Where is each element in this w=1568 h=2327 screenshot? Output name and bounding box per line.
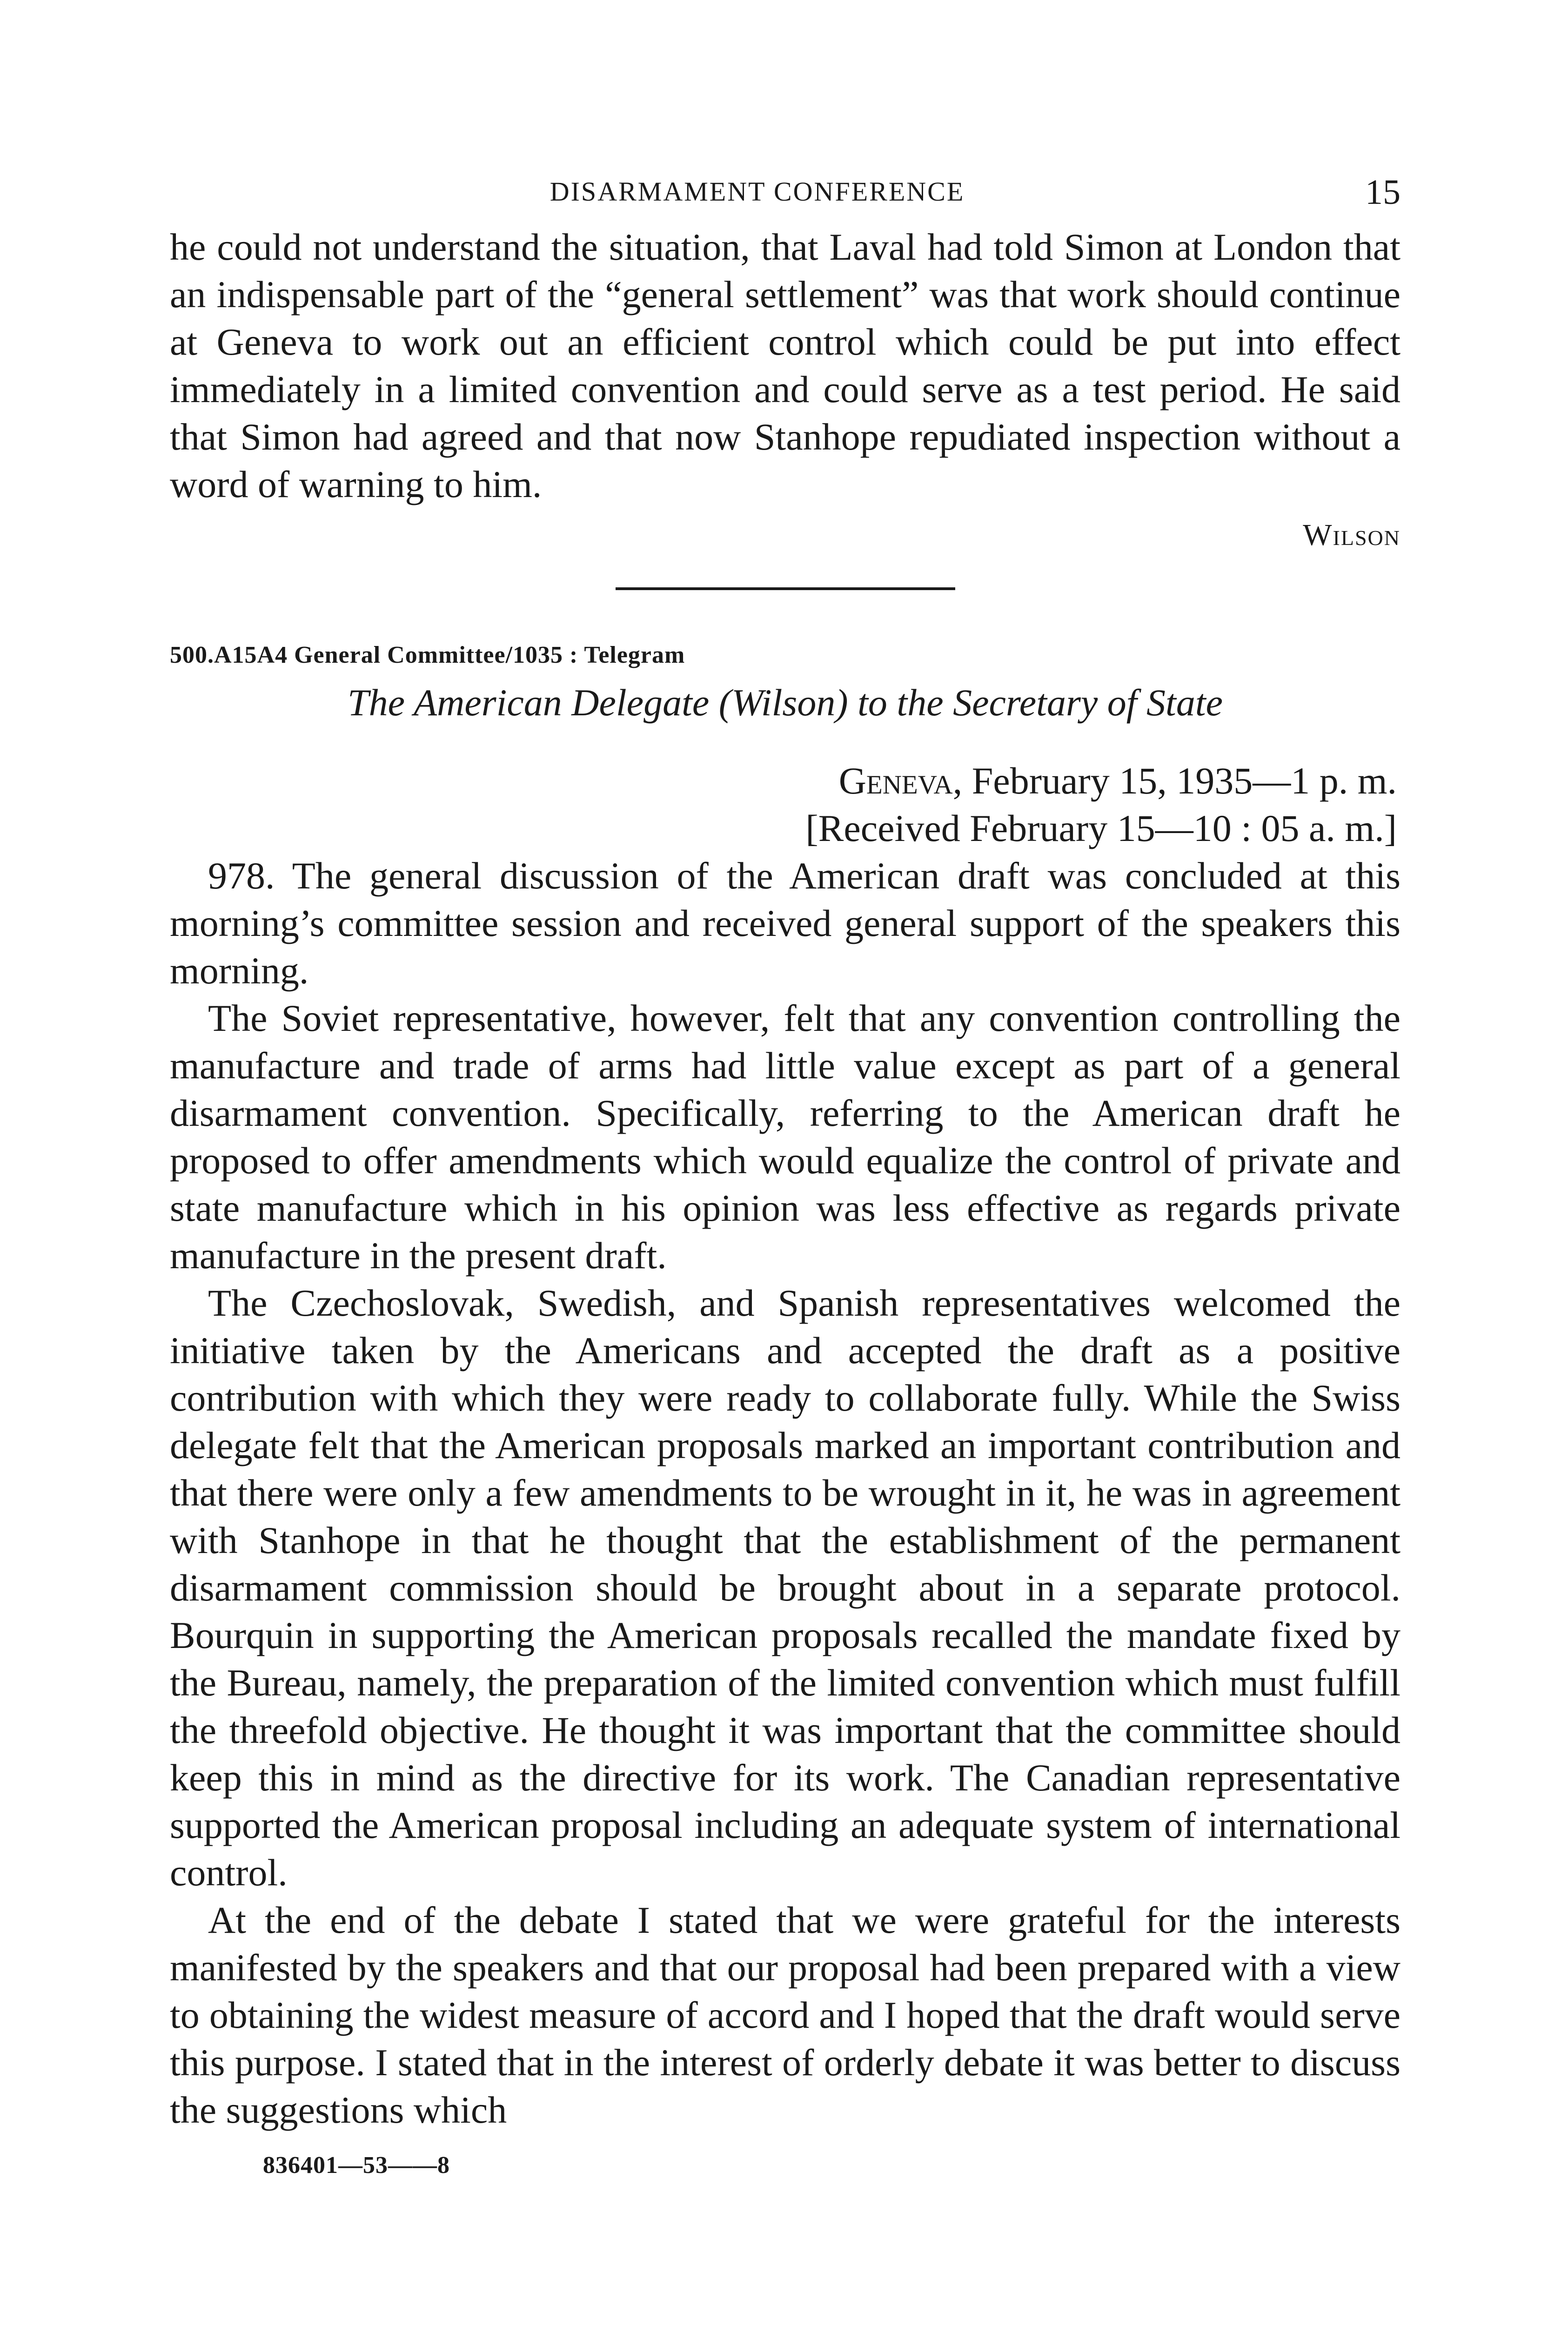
section-divider	[616, 587, 955, 590]
body-paragraph: 978. The general discussion of the American draft was concluded at this morning’s committee session and received general support of the speakers this morning.	[170, 854, 1400, 992]
body-paragraph: The Czechoslovak, Swedish, and Spanish representatives welcomed the initiative taken by the Americans and accepted the draft as a positive contribution with which they were ready to collaborate fully. While the Swiss delegate felt that the American proposals marked an important contribution and that there were only a few amendments to be wrought in it, he was in agreement with Stanhope in that he thought that the establishment of the permanent disarmament commission should be brought about in a separate protocol. Bourquin in supporting the American proposals recalled the mandate fixed by the Bureau, namely, the preparation of the limited convention which must fulfill the threefold objective. He thought it was important that the committee should keep this in mind as the directive for its work. The Canadian representative supported the American proposal including an adequate system of international control.	[170, 1282, 1400, 1894]
page-body	[170, 172, 1400, 2179]
page-number: 15	[1365, 173, 1400, 212]
dateline-date: , February 15, 1935—1 p. m.	[952, 760, 1397, 802]
received-line: [Received February 15—10 : 05 a. m.]	[805, 807, 1397, 849]
body-paragraph: The Soviet representative, however, felt that any convention controlling the manufacture and trade of arms had little value except as part of a general disarmament convention. Specifically, referring to the American draft he proposed to offer amendments which would equalize the control of private and state manufacture which in his opinion was less effective as regards private manufacture in the present draft.	[170, 997, 1400, 1277]
signature: Wilson	[1303, 518, 1400, 552]
print-code: 836401—53——8	[263, 2152, 450, 2179]
body-paragraph: At the end of the debate I stated that we were grateful for the interests manifested by the speakers and that our proposal had been prepared with a view to obtaining the widest measure of accord and I hoped that the draft would serve this purpose. I stated that in the interest of orderly debate it was better to discuss the suggestions which	[170, 1899, 1400, 2131]
dateline-place: Geneva	[838, 760, 953, 802]
file-reference: 500.A15A4 General Committee/1035 : Telegram	[170, 642, 685, 668]
running-head: DISARMAMENT CONFERENCE	[549, 176, 965, 207]
continuation-paragraph: he could not understand the situation, that Laval had told Simon at London that an indispensable part of the “general settlement” was that work should continue at Geneva to work out an efficient control which could be put into effect immediately in a limited convention and could serve as a test period. He said that Simon had agreed and that now Stanhope repudiated inspection without a word of warning to him.	[170, 226, 1400, 505]
dateline	[170, 757, 1397, 805]
document-title: The American Delegate (Wilson) to the Secretary of State	[348, 681, 1223, 724]
page-header	[170, 172, 1400, 223]
